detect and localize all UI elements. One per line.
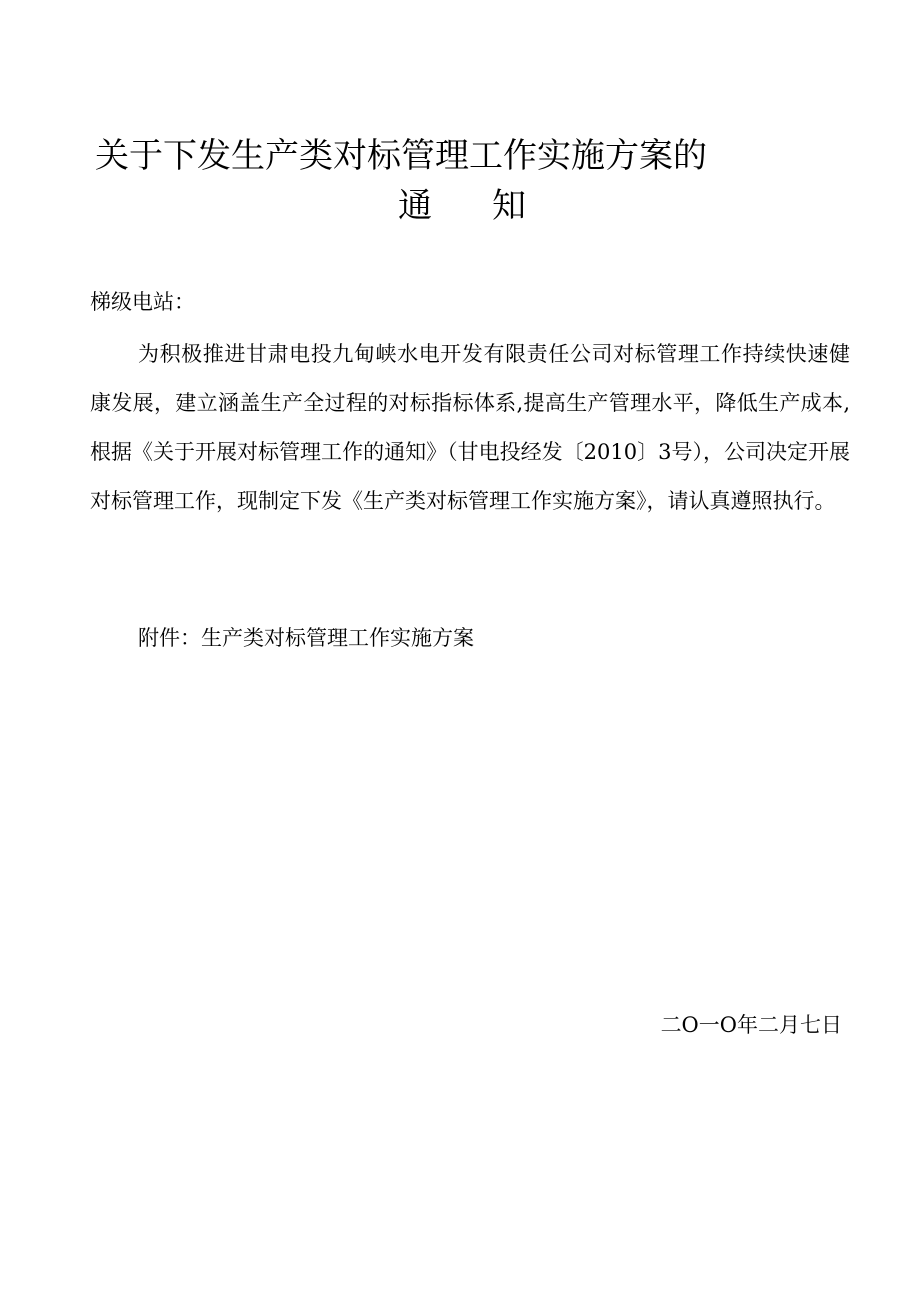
document-title-line-1: 关于下发生产类对标管理工作实施方案的 [95, 136, 707, 176]
document-date: 二O一O年二月七日 [660, 1013, 842, 1037]
salutation: 梯级电站： [90, 290, 195, 314]
document-title-line-2: 通知 [398, 186, 586, 226]
attachment-line: 附件：生产类对标管理工作实施方案 [138, 626, 474, 650]
body-paragraph: 为积极推进甘肃电投九甸峡水电开发有限责任公司对标管理工作持续快速健康发展，建立涵盖生产全过程的对标指标体系,提高生产管理水平，降低生产成本,根据《关于开展对标管理工作的通知》（甘电投经发〔2010〕3号），公司决定开展对标管理工作，现制定下发《生产类对标管理工作实施方案》，请认真遵照执行。 [90, 342, 850, 513]
